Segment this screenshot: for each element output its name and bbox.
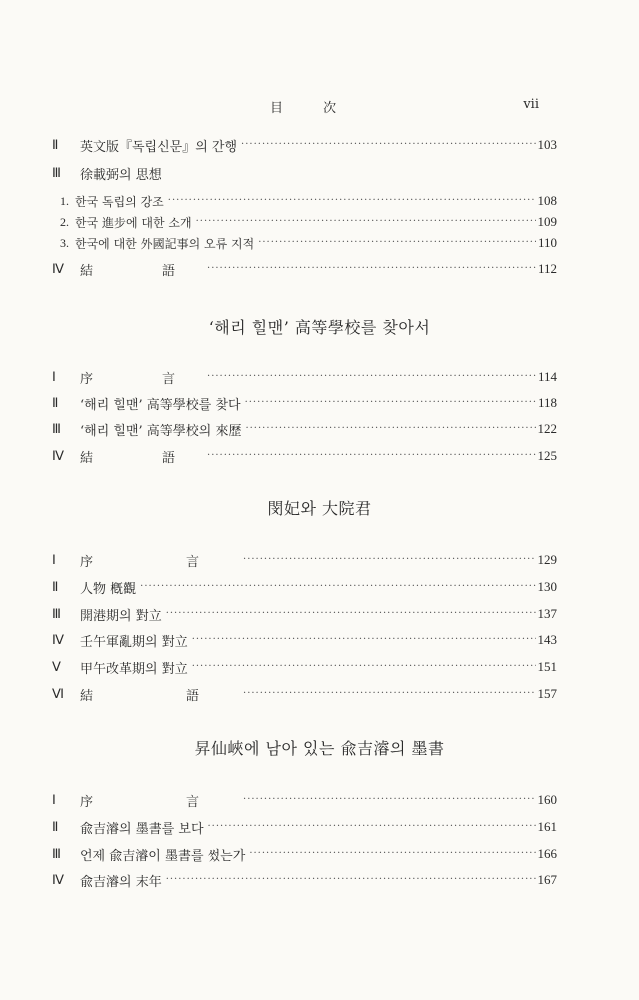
- entry-title: ‘해리 힐맨’ 高等學校를 찾다: [80, 397, 241, 413]
- toc-entry[interactable]: [52, 393, 557, 413]
- leader-dots: [249, 844, 535, 864]
- entry-number: Ⅲ: [52, 606, 61, 621]
- toc-entry[interactable]: [52, 870, 557, 890]
- leader-dots: [166, 870, 536, 890]
- toc-entry[interactable]: [52, 790, 557, 810]
- subentry-number: 3.: [60, 235, 69, 250]
- entry-title: 結 語: [80, 688, 240, 704]
- entry-page: 108: [537, 193, 557, 208]
- leader-dots: [208, 817, 536, 837]
- subentry-title: 한국 독립의 강조: [75, 194, 164, 209]
- entry-title: 兪吉濬의 末年: [80, 874, 162, 890]
- leader-dots: [196, 212, 536, 232]
- entry-number: Ⅴ: [52, 659, 61, 674]
- toc-entry[interactable]: [52, 630, 557, 650]
- leader-dots: [207, 367, 536, 387]
- chapter-heading: 閔妃와 大院君: [267, 499, 372, 518]
- entry-page: 143: [537, 632, 557, 647]
- entry-page: 118: [537, 395, 557, 410]
- leader-dots: [168, 191, 536, 211]
- leader-dots: [207, 446, 535, 466]
- entry-title: 序 言: [80, 554, 240, 570]
- toc-entry[interactable]: [52, 684, 557, 704]
- toc-entry[interactable]: [52, 844, 557, 864]
- toc-entry[interactable]: [52, 419, 557, 439]
- toc-subentry[interactable]: [52, 233, 557, 253]
- entry-page: 109: [537, 214, 557, 229]
- entry-number: Ⅳ: [52, 632, 64, 647]
- running-header: [0, 97, 639, 117]
- entry-number: Ⅳ: [52, 261, 64, 276]
- entry-page: 114: [537, 369, 557, 384]
- entry-number: Ⅱ: [52, 137, 59, 152]
- entry-page: 167: [537, 872, 557, 887]
- entry-page: 151: [537, 659, 557, 674]
- leader-dots: [245, 419, 535, 439]
- entry-title: 兪吉濬의 墨書를 보다: [80, 821, 204, 837]
- chapter-heading: ‘해리 힐맨’ 高等學校를 찾아서: [208, 318, 431, 337]
- entry-number: Ⅱ: [52, 579, 59, 594]
- leader-dots: [140, 577, 535, 597]
- leader-dots: [243, 684, 535, 704]
- entry-page: 160: [537, 792, 557, 807]
- page-number: vii: [523, 97, 539, 112]
- leader-dots: [192, 657, 536, 677]
- leader-dots: [241, 135, 535, 155]
- entry-number: Ⅲ: [52, 165, 61, 180]
- toc-entry[interactable]: [52, 577, 557, 597]
- entry-title: 開港期의 對立: [80, 608, 162, 624]
- leader-dots: [258, 233, 536, 253]
- entry-page: 110: [537, 235, 557, 250]
- entry-number: Ⅰ: [52, 369, 56, 384]
- leader-dots: [245, 393, 536, 413]
- entry-title: 結 語: [80, 263, 204, 279]
- entry-title: 序 言: [80, 794, 240, 810]
- entry-page: 130: [537, 579, 557, 594]
- subentry-title: 한국에 대한 外國記事의 오류 지적: [75, 236, 255, 251]
- subentry-number: 1.: [60, 193, 69, 208]
- entry-title: ‘해리 힐맨’ 高等學校의 來歷: [80, 423, 242, 439]
- toc-entry[interactable]: [52, 657, 557, 677]
- leader-dots: [243, 790, 535, 810]
- entry-number: Ⅰ: [52, 552, 56, 567]
- chapter-heading: 昇仙峽에 남아 있는 兪吉濬의 墨書: [194, 739, 445, 758]
- toc-entry[interactable]: [52, 367, 557, 387]
- entry-title: 英文版『독립신문』의 간행: [80, 139, 238, 155]
- entry-number: Ⅲ: [52, 421, 61, 436]
- toc-entry[interactable]: [52, 817, 557, 837]
- toc-entry[interactable]: [52, 259, 557, 279]
- entry-number: Ⅵ: [52, 686, 64, 701]
- entry-title: 徐載弼의 思想: [80, 167, 162, 183]
- subentry-title: 한국 進步에 대한 소개: [75, 215, 192, 230]
- entry-number: Ⅱ: [52, 395, 59, 410]
- entry-page: 112: [537, 261, 557, 276]
- entry-number: Ⅲ: [52, 846, 61, 861]
- entry-number: Ⅱ: [52, 819, 59, 834]
- toc-entry[interactable]: [52, 135, 557, 155]
- leader-dots: [192, 630, 536, 650]
- entry-page: 157: [537, 686, 557, 701]
- toc-subentry[interactable]: [52, 191, 557, 211]
- entry-number: Ⅳ: [52, 872, 64, 887]
- leader-dots: [166, 604, 536, 624]
- toc-subentry[interactable]: [52, 212, 557, 232]
- running-header-title: 目 次: [270, 101, 355, 116]
- entry-number: Ⅳ: [52, 448, 64, 463]
- entry-page: 129: [537, 552, 557, 567]
- entry-page: 161: [537, 819, 557, 834]
- leader-dots: [243, 550, 535, 570]
- entry-title: 人物 槪觀: [80, 581, 137, 597]
- toc-entry[interactable]: [52, 163, 557, 183]
- entry-title: 甲午改革期의 對立: [80, 661, 188, 677]
- leader-dots: [207, 259, 536, 279]
- entry-title: 結 語: [80, 450, 204, 466]
- toc-entry[interactable]: [52, 446, 557, 466]
- entry-title: 壬午軍亂期의 對立: [80, 634, 188, 650]
- entry-number: Ⅰ: [52, 792, 56, 807]
- toc-entry[interactable]: [52, 550, 557, 570]
- entry-page: 166: [537, 846, 557, 861]
- toc-entry[interactable]: [52, 604, 557, 624]
- entry-page: 103: [537, 137, 557, 152]
- entry-page: 137: [537, 606, 557, 621]
- entry-title: 序 言: [80, 371, 204, 387]
- entry-page: 122: [537, 421, 557, 436]
- entry-page: 125: [537, 448, 557, 463]
- subentry-number: 2.: [60, 214, 69, 229]
- entry-title: 언제 兪吉濬이 墨書를 썼는가: [80, 848, 246, 864]
